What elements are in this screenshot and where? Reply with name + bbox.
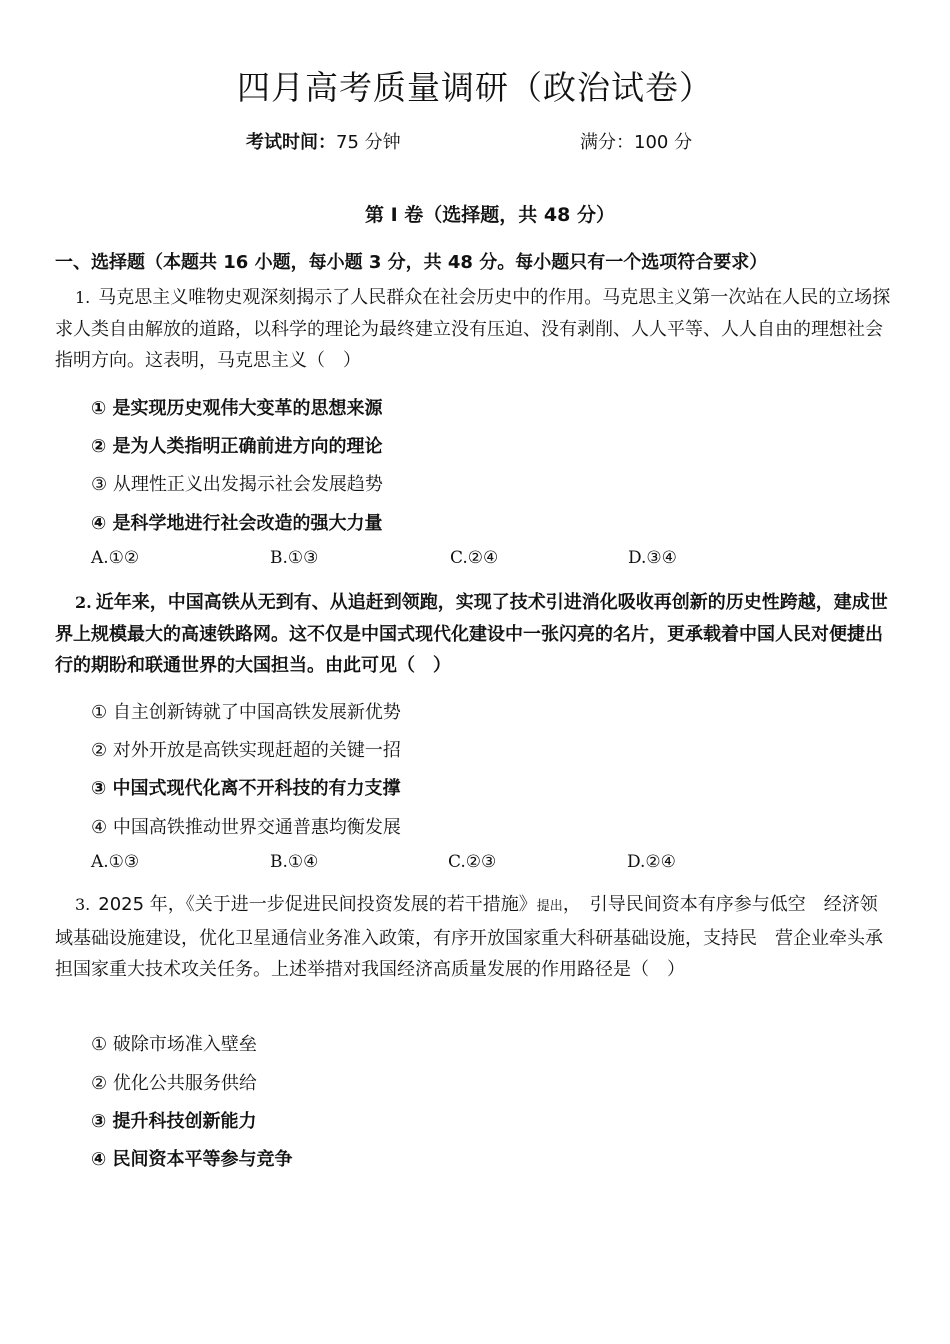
full-score-value: 100 分 [634,132,693,153]
question-2-statement-1: ① 自主创新铸就了中国高铁发展新优势 [91,702,401,723]
exam-time-label: 考试时间： [246,132,336,153]
question-1-stem [55,282,895,377]
exam-time [246,128,401,154]
question-1-text: 马克思主义唯物史观深刻揭示了人民群众在社会历史中的作用。马克思主义第一次站在人民的立场探求人类自由解放的道路，以科学的理论为最终建立没有压迫、没有剥削、人人平等、人人自由的理想社会指明方向。这表明，马克思主义（ ） [55,287,891,371]
question-3-statement-3: ③ 提升科技创新能力 [91,1111,257,1132]
question-1-choice-c[interactable]: C.②④ [450,548,499,568]
question-1-choice-a[interactable]: A.①② [91,548,140,568]
question-2-choice-b[interactable]: B.①④ [270,852,319,872]
full-score-label: 满分： [580,132,634,153]
question-1-choice-b[interactable]: B.①③ [270,548,319,568]
question-3-text-a: 2025 年，《关于进一步促进民间投资发展的若干措施》 [98,894,537,915]
question-2-statement-3: ③ 中国式现代化离不开科技的有力支撑 [91,778,401,799]
question-1-statement-3: ③ 从理性正义出发揭示社会发展趋势 [91,474,383,495]
question-1-statement-4: ④ 是科学地进行社会改造的强大力量 [91,513,383,534]
question-3-text-b: ， 引导民间资本有序参与低空 经济领域基础设施建设，优化卫星通信业务准入政策，有序开放国家重大科研基础设施，支持民 营企业牵头承担国家重大技术攻关任务。上述举措对我国经济高质量发展的作用路径是（ ） [55,894,883,980]
question-2-text: 近年来，中国高铁从无到有、从追赶到领跑，实现了技术引进消化吸收再创新的历史性跨越，建成世界上规模最大的高速铁路网。这不仅是中国式现代化建设中一张闪亮的名片，更承载着中国人民对便捷出行的期盼和联通世界的大国担当。由此可见（ ） [55,592,888,676]
question-2-number: 2. [75,593,92,612]
question-3-statement-1: ① 破除市场准入壁垒 [91,1034,257,1055]
page-title: 四月高考质量调研（政治试卷） [237,68,713,107]
question-2-statement-4: ④ 中国高铁推动世界交通普惠均衡发展 [91,817,401,838]
question-1-number: 1. [75,288,91,307]
question-3-statement-2: ② 优化公共服务供给 [91,1073,257,1094]
section-title: 一、选择题（本题共 16 小题，每小题 3 分，共 48 分。每小题只有一个选项符合要求） [55,252,768,273]
question-1-statement-1: ① 是实现历史观伟大变革的思想来源 [91,398,383,419]
question-2-choice-d[interactable]: D.②④ [627,852,676,872]
exam-time-value: 75 分钟 [336,132,401,153]
full-score [580,128,692,154]
question-3-statement-4: ④ 民间资本平等参与竞争 [91,1149,293,1170]
part-title: 第 Ⅰ 卷（选择题，共 48 分） [365,204,615,226]
question-3-number: 3. [75,895,91,914]
question-2-choice-a[interactable]: A.①③ [91,852,140,872]
question-1-choice-d[interactable]: D.③④ [628,548,677,568]
question-1-statement-2: ② 是为人类指明正确前进方向的理论 [91,436,383,457]
question-3-stem [55,889,895,986]
question-2-stem [55,587,895,682]
question-3-text-small: 提出 [536,899,563,914]
question-2-statement-2: ② 对外开放是高铁实现赶超的关键一招 [91,740,401,761]
question-2-choice-c[interactable]: C.②③ [448,852,497,872]
